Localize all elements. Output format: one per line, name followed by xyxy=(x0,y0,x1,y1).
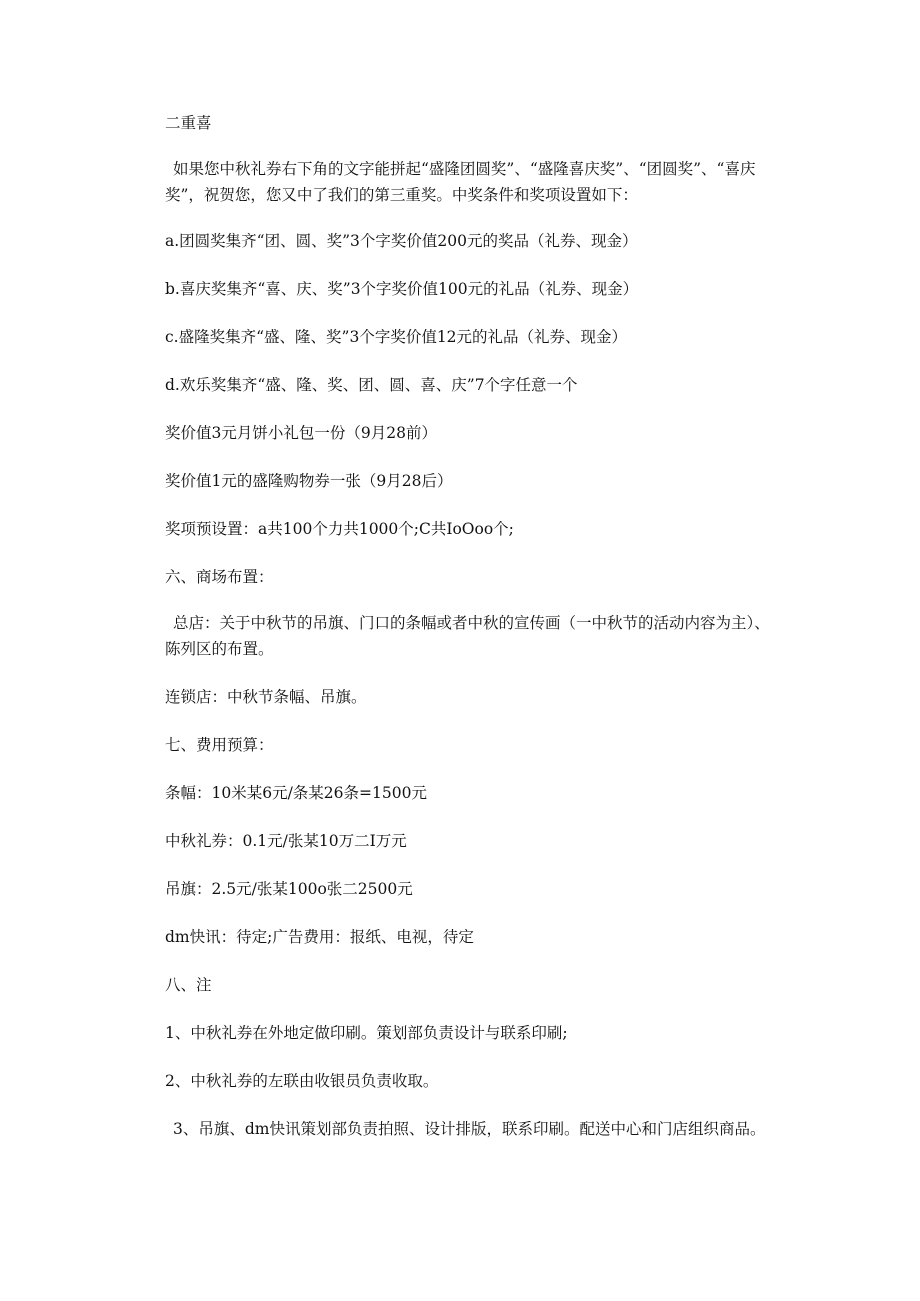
paragraph-note-3: 3、吊旗、dm快讯策划部负责拍照、设计排版，联系印刷。配送中心和门店组织商品。 xyxy=(173,1120,766,1138)
paragraph-prize-quantities: 奖项预设置：a共100个力共1000个;C共IoOoo个; xyxy=(165,520,514,538)
heading-store-layout: 六、商场布置： xyxy=(165,568,274,586)
paragraph-budget-banner: 条幅：10米某6元/条某26条=1500元 xyxy=(165,784,427,802)
heading-budget: 七、费用预算： xyxy=(165,736,274,754)
heading-second-prize: 二重喜 xyxy=(165,114,212,132)
paragraph-prize-a: a.团圆奖集齐“团、圆、奖”3个字奖价值200元的奖品（礼券、现金） xyxy=(165,232,638,250)
paragraph-prize-d-before: 奖价值3元月饼小礼包一份（9月28前） xyxy=(165,424,437,442)
paragraph-prize-c: c.盛隆奖集齐“盛、隆、奖”3个字奖价值12元的礼品（礼券、现金） xyxy=(165,328,628,346)
paragraph-prize-d-after: 奖价值1元的盛隆购物券一张（9月28后） xyxy=(165,472,453,490)
paragraph-chain-store: 连锁店：中秋节条幅、吊旗。 xyxy=(165,688,367,706)
paragraph-prize-d: d.欢乐奖集齐“盛、隆、奖、团、圆、喜、庆”7个字任意一个 xyxy=(165,376,578,394)
paragraph-budget-coupons: 中秋礼券：0.1元/张某10万二I万元 xyxy=(165,832,407,850)
paragraph-budget-dm: dm快讯：待定;广告费用：报纸、电视，待定 xyxy=(165,928,474,946)
paragraph-prize-intro: 如果您中秋礼券右下角的文字能拼起“盛隆团圆奖”、“盛隆喜庆奖”、“团圆奖”、“喜庆奖”，祝贺您，您又中了我们的第三重奖。中奖条件和奖项设置如下： xyxy=(165,160,756,204)
paragraph-prize-b: b.喜庆奖集齐“喜、庆、奖”3个字奖价值100元的礼品（礼券、现金） xyxy=(165,280,639,298)
paragraph-budget-flags: 吊旗：2.5元/张某100o张二2500元 xyxy=(165,880,413,898)
paragraph-note-2: 2、中秋礼券的左联由收银员负责收取。 xyxy=(165,1072,439,1090)
heading-notes: 八、注 xyxy=(165,976,212,994)
paragraph-main-store: 总店：关于中秋节的吊旗、门口的条幅或者中秋的宣传画（一中秋节的活动内容为主）、陈列区的布置。 xyxy=(165,614,770,658)
paragraph-note-1: 1、中秋礼券在外地定做印刷。策划部负责设计与联系印刷; xyxy=(165,1024,568,1042)
